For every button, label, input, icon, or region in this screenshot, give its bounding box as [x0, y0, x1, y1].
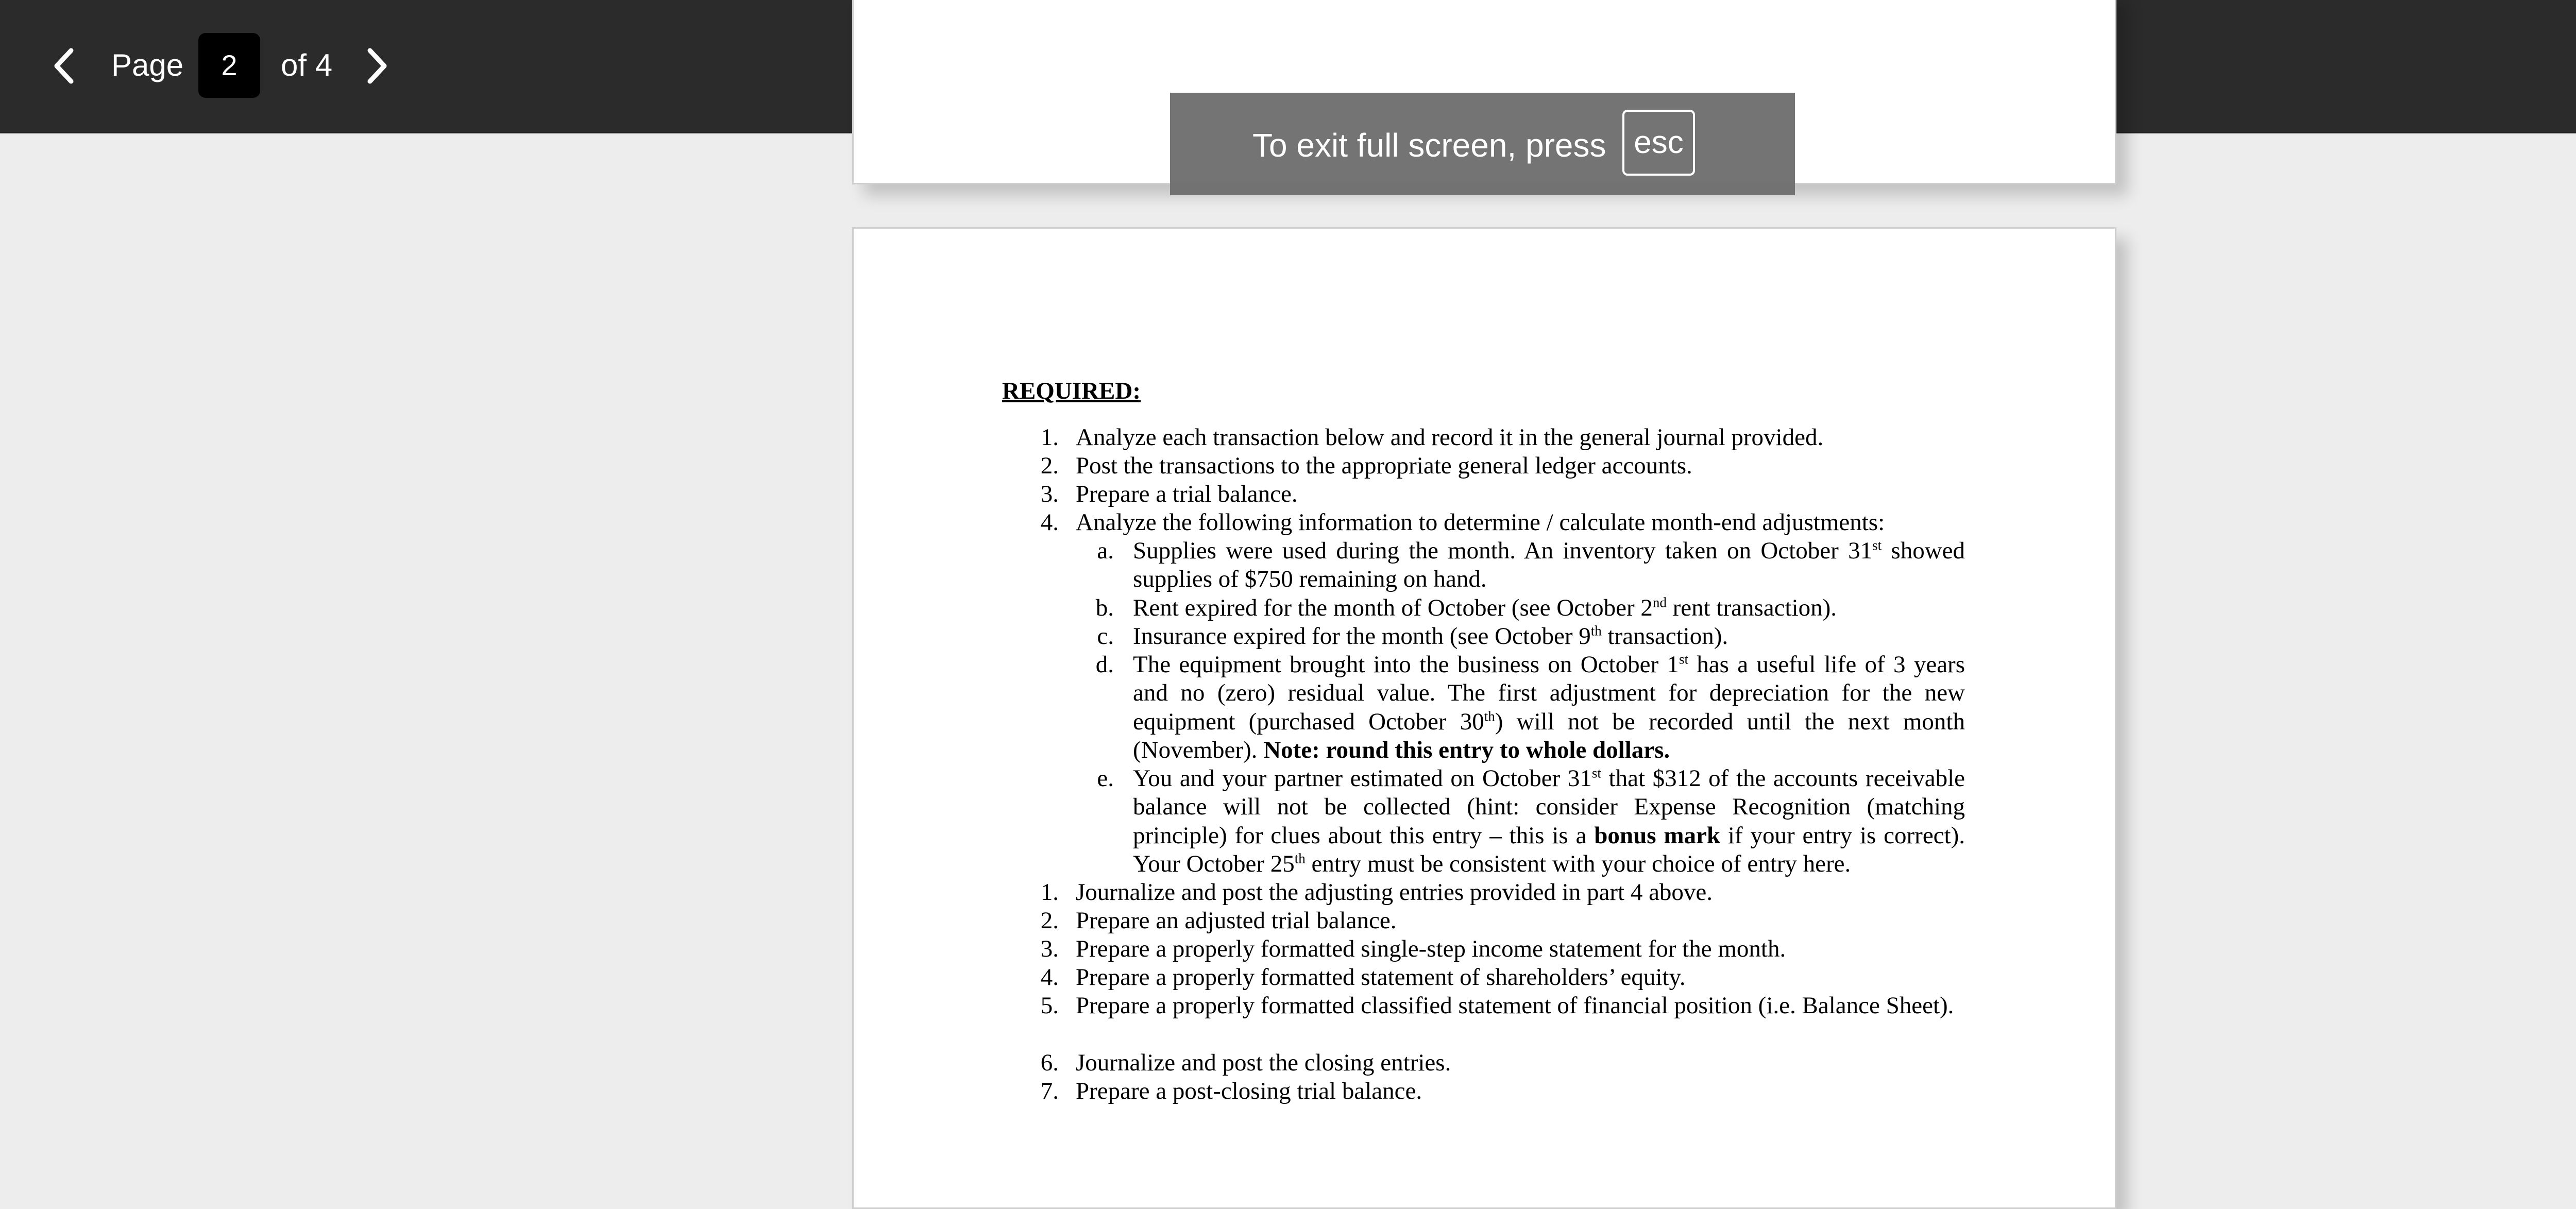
list2-number: 1.	[1040, 879, 1059, 906]
list2-number: 2.	[1040, 907, 1059, 934]
toast-message: To exit full screen, press	[1252, 127, 1606, 164]
sub-item-d: The equipment brought into the business on October 1st has a useful life of 3 years and no (zero) residual value. The first adjustment for depreciation for the new equipment (purchased October 30th) will not be recorded until the next month (November). Note: round this entry to whole dollars.	[1133, 651, 1965, 763]
list2-item: Prepare an adjusted trial balance.	[1076, 907, 1397, 934]
list1-number: 1.	[1040, 424, 1059, 451]
exit-fullscreen-toast	[1170, 93, 1795, 195]
page-number-input[interactable]: 2	[198, 33, 260, 98]
list1-number: 3.	[1040, 481, 1059, 507]
list1-item: Analyze each transaction below and record it in the general journal provided.	[1076, 424, 1824, 451]
sub-letter: b.	[1095, 594, 1114, 621]
list1-item: Analyze the following information to determine / calculate month-end adjustments:	[1076, 509, 1885, 536]
chevron-right-icon[interactable]	[361, 47, 392, 84]
chevron-left-icon[interactable]	[49, 47, 80, 84]
list1-item: Post the transactions to the appropriate general ledger accounts.	[1076, 452, 1692, 479]
sub-item-b: Rent expired for the month of October (see October 2nd rent transaction).	[1133, 594, 1837, 621]
list1-number: 2.	[1040, 452, 1059, 479]
sub-letter: c.	[1097, 623, 1114, 650]
list1-number: 4.	[1040, 509, 1059, 536]
list2-item: Prepare a post-closing trial balance.	[1076, 1078, 1422, 1104]
sub-letter: d.	[1095, 651, 1114, 678]
list2-number: 4.	[1040, 964, 1059, 991]
page-label: Page	[111, 48, 184, 82]
list2-item: Journalize and post the closing entries.	[1076, 1049, 1451, 1076]
list2-item: Prepare a properly formatted statement of shareholders’ equity.	[1076, 964, 1686, 991]
list2-number: 6.	[1040, 1049, 1059, 1076]
list2-item: Prepare a properly formatted single-step income statement for the month.	[1076, 935, 1786, 962]
list1-item: Prepare a trial balance.	[1076, 481, 1298, 507]
list2-item: Journalize and post the adjusting entries provided in part 4 above.	[1076, 879, 1713, 906]
list2-number: 3.	[1040, 935, 1059, 962]
sub-item-c: Insurance expired for the month (see October 9th transaction).	[1133, 623, 1728, 650]
sub-letter: a.	[1097, 537, 1114, 564]
sub-letter: e.	[1097, 765, 1114, 792]
list2-number: 7.	[1040, 1078, 1059, 1104]
list2-number: 5.	[1040, 992, 1059, 1019]
required-heading: REQUIRED:	[1002, 378, 1141, 404]
list2-item: Prepare a properly formatted classified statement of financial position (i.e. Balance Sheet).	[1076, 992, 1954, 1019]
esc-key-badge: esc	[1622, 110, 1695, 176]
sub-item-e: You and your partner estimated on October 31st that $312 of the accounts receivable balance will not be collected (hint: consider Expense Recognition (matching principle) for clues about this entry – this is a bonus mark if your entry is correct). Your October 25th entry must be consistent with your choice of entry here.	[1133, 765, 1965, 877]
sub-item-a: Supplies were used during the month. An inventory taken on October 31st showed supplies of $750 remaining on hand.	[1133, 537, 1965, 593]
page-count-label: of 4	[281, 48, 333, 82]
